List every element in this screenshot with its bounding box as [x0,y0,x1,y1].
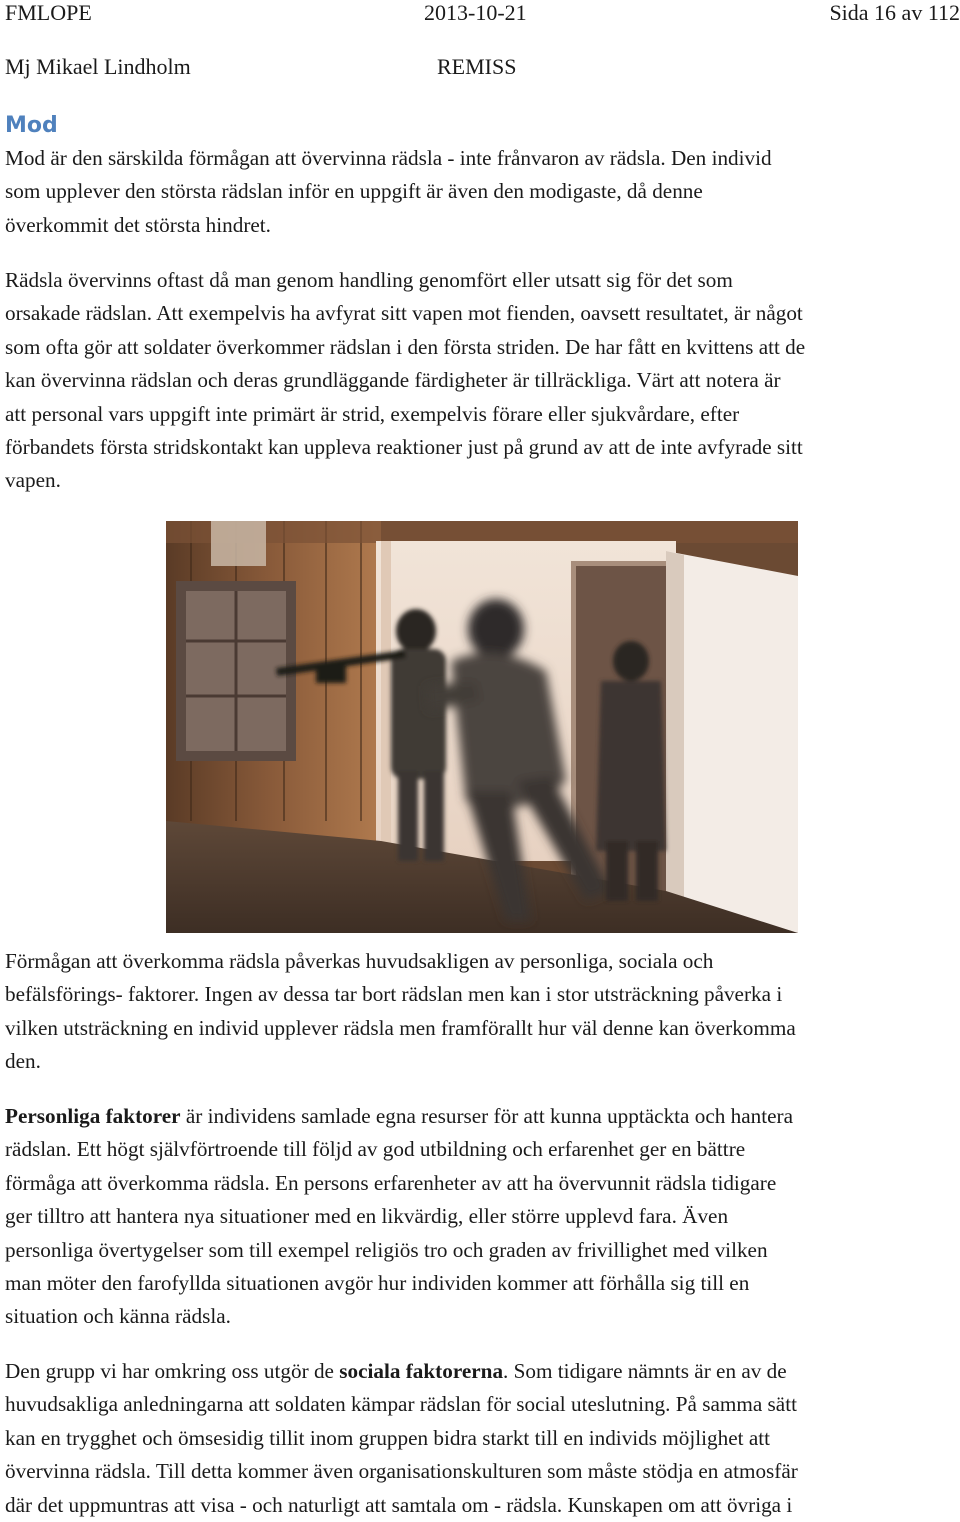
header-status: REMISS [437,54,517,79]
text-line: som upplever den största rädslan inför en uppgift är även den modigaste, då denne [5,179,703,204]
text-line: den. [5,1049,41,1074]
text-line: man möter den farofyllda situationen avgör hur individen kommer att förhålla sig till en [5,1271,750,1296]
text-line: huvudsakliga anledningarna att soldaten kämpar rädslan för social uteslutning. På samma sätt [5,1392,797,1417]
paragraph-courage-definition [5,142,960,242]
text-line: rädslan. Ett högt självförtroende till följd av god utbildning och erfarenhet ger en bättre [5,1137,746,1162]
text-line: överkommit det största hindret. [5,212,271,237]
text-line: Mod är den särskilda förmågan att övervinna rädsla - inte frånvaron av rädsla. Den individ [5,146,772,170]
text-line: förmåga att överkomma rädsla. En persons erfarenheter av att ha övervunnit rädsla tidigare [5,1170,777,1195]
text-fragment: Den grupp vi har omkring oss utgör de [5,1359,340,1383]
text-line: kan övervinna rädslan och deras grundläggande färdigheter är tillräckliga. Värt att notera är [5,368,781,393]
text-line: där det uppmuntras att visa - och naturligt att samtala om - rädsla. Kunskapen om att övriga i [5,1492,793,1517]
soldiers-room-clearing-photo [166,521,798,933]
text-line: Rädsla övervinns oftast då man genom handling genomfört eller utsatt sig för det som [5,268,733,292]
text-line: Förmågan att överkomma rädsla påverkas huvudsakligen av personliga, sociala och [5,949,714,973]
paragraph-personal-factors [5,1100,960,1334]
text-line: situation och känna rädsla. [5,1304,231,1329]
text-line: orsakade rädslan. Att exempelvis ha avfyrat sitt vapen mot fienden, oavsett resultatet, är något [5,301,803,326]
header-date: 2013-10-21 [424,0,527,25]
header-page-number: Sida 16 av 112 [829,0,960,25]
text-line: som ofta gör att soldater överkommer rädslan i den första striden. De har fått en kvittens att de [5,334,806,359]
text-line: vilken utsträckning en individ upplever rädsla men framförallt hur väl denne kan överkomma [5,1015,796,1040]
text-line [5,1355,960,1388]
text-line: övervinna rädsla. Till detta kommer även organisationskulturen som måste stödja en atmosfär [5,1459,798,1484]
term-personal-factors: Personliga faktorer [5,1104,181,1128]
text-line: personliga övertygelser som till exempel religiös tro och graden av frivillighet med vilken [5,1237,768,1262]
text-line: ger tilltro att hantera nya situationer med en likvärdig, eller större upplevd fara. Även [5,1204,729,1229]
paragraph-factors-intro [5,945,960,1079]
text-line: kan en trygghet och ömsesidig tillit inom gruppen bidra starkt till en individs möjlighet att [5,1425,770,1450]
term-social-factors: sociala faktorerna [339,1359,504,1383]
text-line: att personal vars uppgift inte primärt är strid, exempelvis förare eller sjukvårdare, efter [5,401,740,426]
text-fragment: . Som tidigare nämnts är en av de [503,1359,787,1383]
header-author: Mj Mikael Lindholm [5,54,191,79]
text-line: befälsförings- faktorer. Ingen av dessa tar bort rädslan men kan i stor utsträckning påverka i [5,982,783,1007]
paragraph-social-factors [5,1355,960,1522]
text-line: förbandets första stridskontakt kan uppleva reaktioner just på grund av att de inte avfyrade sitt [5,435,803,460]
text-line [5,1100,960,1133]
text-fragment: är individens samlade egna resurser för att kunna upptäckta och hantera [180,1104,793,1128]
header-org: FMLOPE [5,0,92,25]
paragraph-overcoming-fear [5,264,960,498]
text-line: vapen. [5,468,61,493]
section-title: Mod [5,113,58,138]
